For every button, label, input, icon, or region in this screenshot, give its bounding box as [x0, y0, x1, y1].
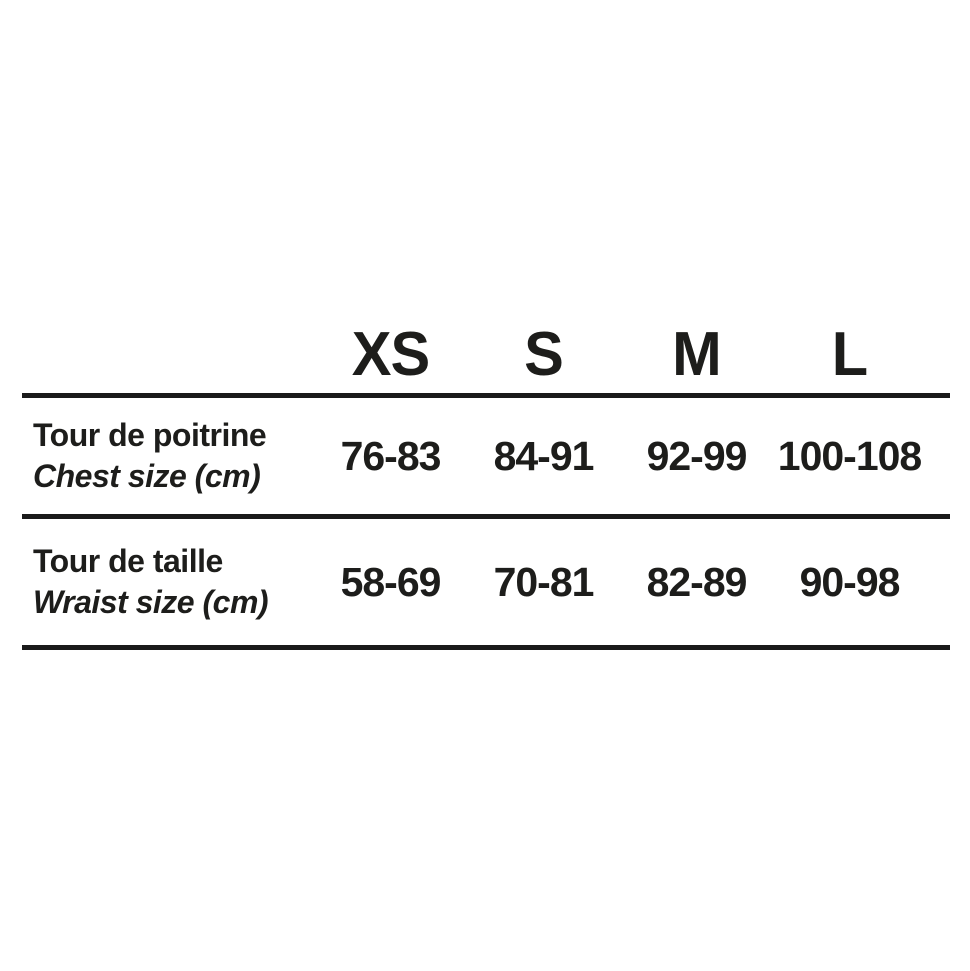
size-header-m: M [672, 320, 721, 389]
waist-value-s: 70-81 [493, 558, 594, 605]
chest-value-l: 100-108 [777, 432, 922, 479]
row-label-fr: Tour de taille [33, 543, 223, 579]
waist-value-xs: 58-69 [340, 558, 441, 605]
size-header-row [22, 320, 926, 393]
waist-value-l: 90-98 [799, 558, 900, 605]
row-label-chest [22, 415, 314, 497]
chest-value-xs: 76-83 [340, 432, 441, 479]
horizontal-rule-bottom [22, 645, 950, 650]
row-label-en: Wraist size (cm) [33, 584, 269, 620]
row-label-fr: Tour de poitrine [33, 417, 267, 453]
size-chart-table [22, 320, 950, 650]
table-row-chest [22, 398, 926, 514]
table-row-waist [22, 519, 926, 645]
row-label-en: Chest size (cm) [33, 458, 261, 494]
waist-value-m: 82-89 [646, 558, 747, 605]
row-label-waist [22, 541, 314, 623]
chest-value-m: 92-99 [646, 432, 747, 479]
size-header-s: S [524, 320, 563, 389]
chest-value-s: 84-91 [493, 432, 594, 479]
size-header-l: L [831, 320, 868, 389]
size-header-xs: XS [351, 320, 430, 389]
